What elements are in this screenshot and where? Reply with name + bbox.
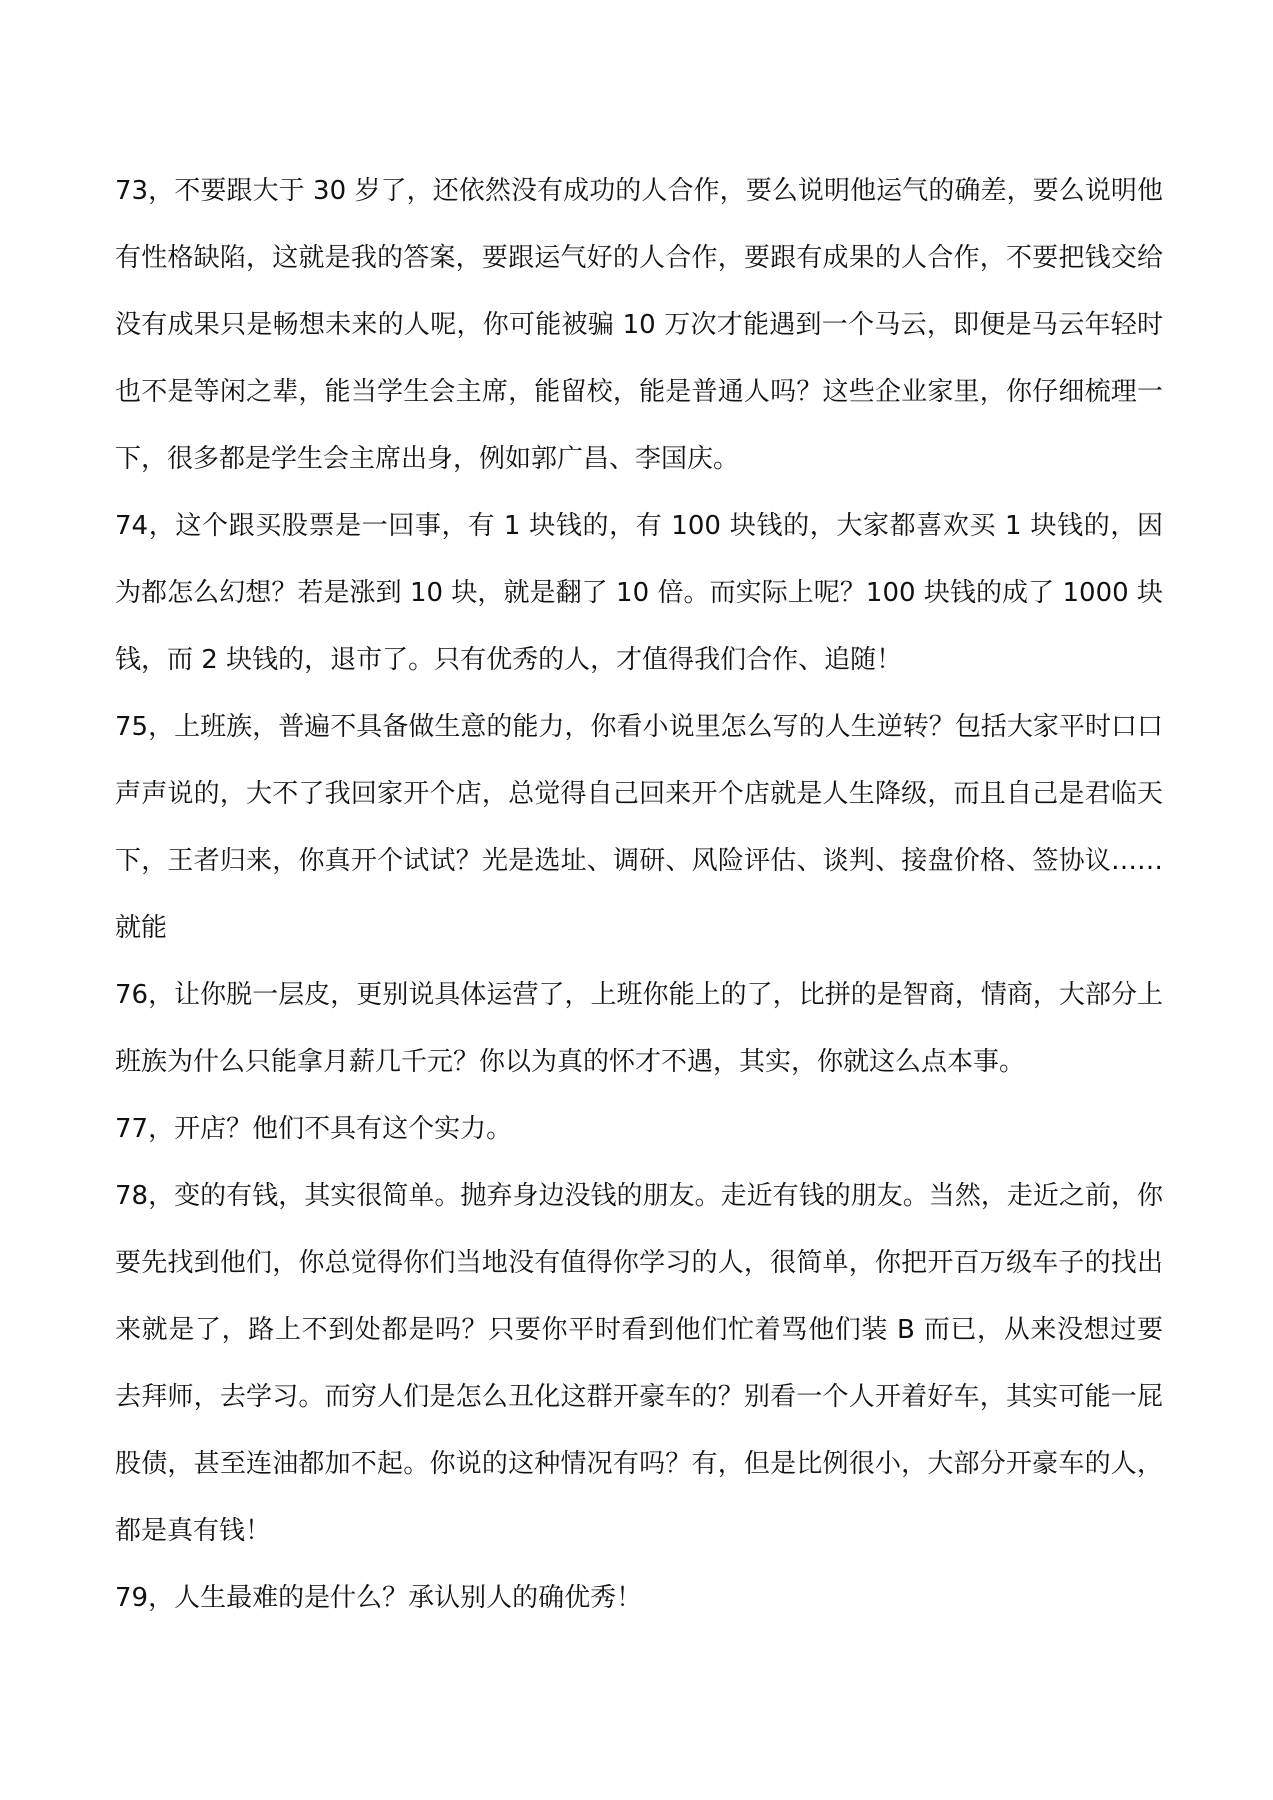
paragraph-text: 让你脱一层皮，更别说具体运营了，上班你能上的了，比拼的是智商，情商，大部分上班族为什么只能拿月薪几千元？你以为真的怀才不遇，其实，你就这么点本事。 bbox=[115, 980, 1163, 1077]
paragraph-74 bbox=[115, 493, 1163, 694]
paragraph-number: 79， bbox=[115, 1583, 175, 1613]
paragraph-73 bbox=[115, 158, 1163, 493]
paragraph-79 bbox=[115, 1565, 1163, 1632]
paragraph-number: 73， bbox=[115, 176, 175, 206]
document-body bbox=[115, 158, 1163, 1632]
paragraph-text: 开店？他们不具有这个实力。 bbox=[174, 1114, 513, 1144]
paragraph-number: 75， bbox=[115, 712, 175, 742]
paragraph-77 bbox=[115, 1096, 1163, 1163]
paragraph-number: 74， bbox=[115, 511, 176, 541]
paragraph-number: 76， bbox=[115, 980, 175, 1010]
paragraph-number: 78， bbox=[115, 1181, 175, 1211]
paragraph-text: 人生最难的是什么？承认别人的确优秀！ bbox=[174, 1583, 643, 1613]
paragraph-text: 不要跟大于 30 岁了，还依然没有成功的人合作，要么说明他运气的确差，要么说明他有性格缺陷，这就是我的答案，要跟运气好的人合作，要跟有成果的人合作，不要把钱交给没有成果只是畅想未来的人呢，你可能被骗 10 万次才能遇到一个马云，即便是马云年轻时也不是等闲之辈，能当学生会主席，能留校，能是普通人吗？这些企业家里，你仔细梳理一下，很多都是学生会主席出身，例如郭广昌、李国庆。 bbox=[115, 176, 1163, 474]
paragraph-78 bbox=[115, 1163, 1163, 1565]
paragraph-76 bbox=[115, 962, 1163, 1096]
paragraph-text: 上班族，普遍不具备做生意的能力，你看小说里怎么写的人生逆转？包括大家平时口口声声说的，大不了我回家开个店，总觉得自己回来开个店就是人生降级，而且自己是君临天下，王者归来，你真开个试试？光是选址、调研、风险评估、谈判、接盘价格、签协议……就能 bbox=[115, 712, 1163, 943]
paragraph-number: 77， bbox=[115, 1114, 175, 1144]
paragraph-text: 变的有钱，其实很简单。抛弃身边没钱的朋友。走近有钱的朋友。当然，走近之前，你要先找到他们，你总觉得你们当地没有值得你学习的人，很简单，你把开百万级车子的找出来就是了，路上不到处都是吗？只要你平时看到他们忙着骂他们装 B 而已，从来没想过要去拜师，去学习。而穷人们是怎么丑化这群开豪车的？别看一个人开着好车，其实可能一屁股债，甚至连油都加不起。你说的这种情况有吗？有，但是比例很小，大部分开豪车的人，都是真有钱！ bbox=[115, 1181, 1163, 1546]
paragraph-text: 这个跟买股票是一回事，有 1 块钱的，有 100 块钱的，大家都喜欢买 1 块钱的，因为都怎么幻想？若是涨到 10 块，就是翻了 10 倍。而实际上呢？100 块钱的成了 1000 块钱，而 2 块钱的，退市了。只有优秀的人，才值得我们合作、追随！ bbox=[115, 511, 1163, 675]
paragraph-75 bbox=[115, 694, 1163, 962]
